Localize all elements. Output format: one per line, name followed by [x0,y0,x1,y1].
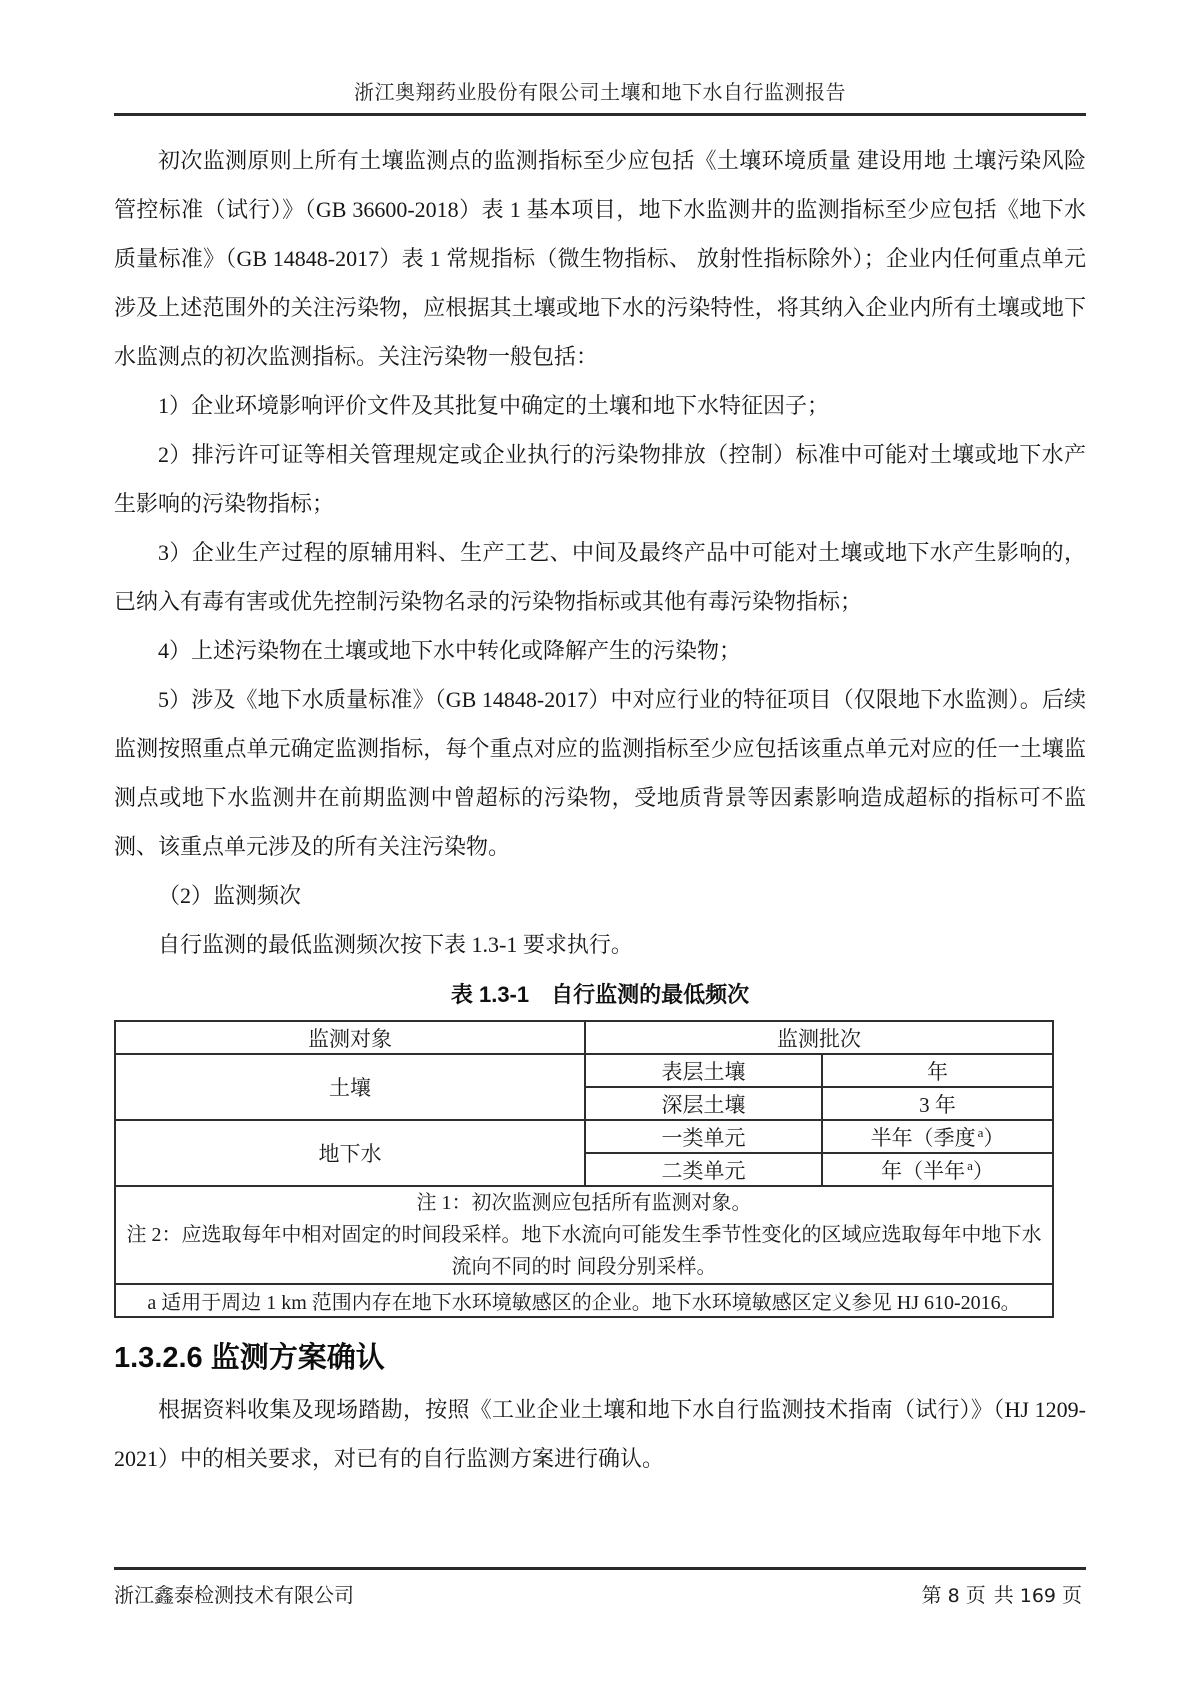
table-cell-freq-class2 [822,1153,1053,1186]
footer-company-name: 浙江鑫泰检测技术有限公司 [114,1585,354,1607]
freq-text: 半年（季度 [870,1125,976,1150]
frequency-table [114,1020,1054,1318]
footer-row [114,1570,1086,1608]
table-cell-group-groundwater: 地下水 [115,1120,585,1186]
table-cell-freq-deep [822,1087,1053,1120]
table-notes-row [115,1186,1053,1284]
table-cell-group-soil: 土壤 [115,1054,585,1120]
list-item-2: 2）排污许可证等相关管理规定或企业执行的污染物排放（控制）标准中可能对土壤或地下水产生影响的污染物指标； [114,442,1086,516]
table-header-object: 监测对象 [115,1021,585,1054]
footnote-marker: a [977,1124,984,1140]
table-note-2: 注 2：应选取每年中相对固定的时间段采样。地下水流向可能发生季节性变化的区域应选取每年中地下水流向不同的时 间段分别采样。 [126,1224,1042,1278]
table-title: 表 1.3-1 自行监测的最低频次 [450,982,750,1007]
table-cell-sub-deep: 深层土壤 [585,1087,822,1120]
paragraph-initial-monitoring: 初次监测原则上所有土壤监测点的监测指标至少应包括《土壤环境质量 建设用地 土壤污染风险管控标准（试行）》（GB 36600-2018）表 1 基本项目，地下水监测井的监测指标至少应包括《地下水质量标准》（GB 14848-2017）表 1 常规指标（微生物指标、 放射性指标除外）；企业内任何重点单元涉及上述范围外的关注污染物，应根据其土壤或地下水的污染特性，将其纳入企业内所有土壤或地下水监测点的初次监测指标。关注污染物一般包括： [114,148,1086,369]
footnote-marker: a [967,1157,973,1173]
page-number-suffix: 页 [1062,1585,1082,1607]
table-row-class1-unit [115,1120,1053,1153]
table-cell-sub-surface: 表层土壤 [585,1054,822,1087]
table-footnote-row [115,1284,1053,1317]
total-page-number: 169 [1019,1585,1056,1607]
footer-page-number [918,1579,1086,1608]
table-cell-freq-surface [822,1054,1053,1087]
list-item-5: 5）涉及《地下水质量标准》（GB 14848-2017）中对应行业的特征项目（仅限地下水监测）。后续监测按照重点单元确定监测指标，每个重点对应的监测指标至少应包括该重点单元对应的任一土壤监测点或地下水监测井在前期监测中曾超标的污染物，受地质背景等因素影响造成超标的指标可不监测、该重点单元涉及的所有关注污染物。 [114,687,1086,859]
header-divider [114,113,1086,116]
table-note-1: 注 1：初次监测应包括所有监测对象。 [416,1192,752,1214]
paragraph-frequency-label: （2）监测频次 [158,883,302,908]
list-item-3: 3）企业生产过程的原辅用料、生产工艺、中间及最终产品中可能对土壤或地下水产生影响的，已纳入有毒有害或优先控制污染物名录的污染物指标或其他有毒污染物指标； [114,540,1086,614]
table-footnote-cell: a 适用于周边 1 km 范围内存在地下水环境敏感区的企业。地下水环境敏感区定义参见 HJ 610-2016。 [115,1284,1053,1317]
paragraph-plan-confirmation: 根据资料收集及现场踏勘，按照《工业企业土壤和地下水自行监测技术指南（试行）》（HJ 1209-2021）中的相关要求，对已有的自行监测方案进行确认。 [114,1397,1086,1471]
freq-text: 年 [927,1059,948,1084]
header-title: 浙江奥翔药业股份有限公司土壤和地下水自行监测报告 [354,82,846,104]
page-number-prefix: 第 [921,1585,942,1607]
page-number-mid2: 共 [993,1585,1014,1607]
table-cell-sub-class2: 二类单元 [585,1153,822,1186]
table-notes-cell [115,1186,1053,1284]
page-header [114,0,1086,116]
page-footer [114,1567,1086,1608]
current-page-number: 8 [947,1585,960,1607]
table-header-batch: 监测批次 [585,1021,1053,1054]
freq-text: 3 年 [919,1092,956,1117]
table-cell-sub-class1: 一类单元 [585,1120,822,1153]
list-item-1: 1）企业环境影响评价文件及其批复中确定的土壤和地下水特征因子； [158,393,830,418]
page-body [114,136,1086,1483]
table-row-surface-soil [115,1054,1053,1087]
page-number-mid1: 页 [965,1585,986,1607]
list-item-4: 4）上述污染物在土壤或地下水中转化或降解产生的污染物； [158,638,742,663]
freq-close: ） [983,1125,1005,1150]
table-header-row [115,1021,1053,1054]
freq-text: 年（半年 [881,1158,966,1183]
freq-close: ） [972,1158,994,1183]
table-cell-freq-class1 [822,1120,1053,1153]
section-heading: 1.3.2.6 监测方案确认 [114,1342,385,1374]
paragraph-frequency-intro: 自行监测的最低监测频次按下表 1.3-1 要求执行。 [158,932,633,957]
